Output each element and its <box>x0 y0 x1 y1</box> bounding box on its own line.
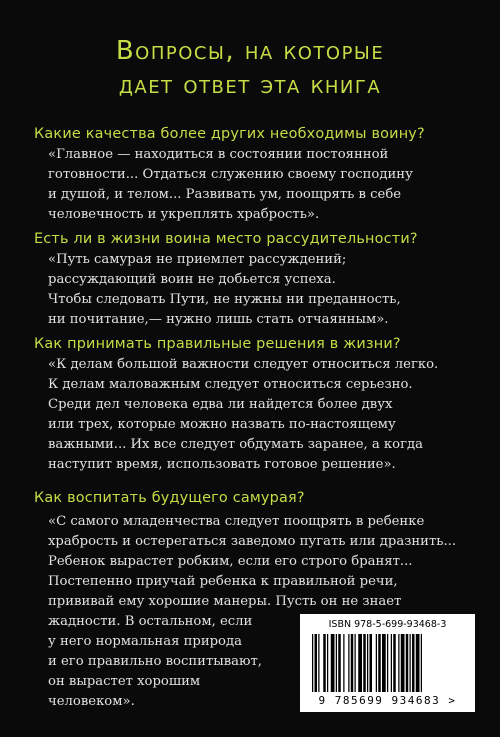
isbn-barcode <box>300 614 475 712</box>
answer-line: «С самого младенчества следует поощрять в ребенке <box>48 514 425 529</box>
question-3: Как принимать правильные решения в жизни? <box>34 336 401 352</box>
answer-line: К делам маловажным следует относиться серьезно. <box>48 377 413 392</box>
answer-line: или трех, которые можно назвать по-настоящему <box>48 417 396 432</box>
answer-line: «Главное — находиться в состоянии постоянной <box>48 147 389 162</box>
barcode-bars <box>310 634 465 692</box>
answer-line: человечность и укреплять храбрость». <box>48 207 320 222</box>
isbn-label: ISBN 978-5-699-93468-3 <box>328 619 447 630</box>
cover-title-line-1: Вопросы, на которые <box>115 36 385 66</box>
answer-1 <box>48 145 413 225</box>
cover-title-line-2: дает ответ эта книга <box>118 70 382 100</box>
answer-line: у него нормальная природа <box>48 634 242 649</box>
answer-line: ни почитание,— нужно лишь стать отчаянным». <box>48 312 389 327</box>
answer-line: готовности... Отдаться служению своему господину <box>48 167 413 182</box>
question-1: Какие качества более других необходимы воину? <box>34 126 425 142</box>
answer-line: Постепенно приучай ребенка к правильной речи, <box>48 574 398 589</box>
answer-line: он вырастет хорошим <box>48 674 201 689</box>
answer-line: человеком». <box>48 694 135 709</box>
answer-line: рассуждающий воин не добьется успеха. <box>48 272 336 287</box>
answer-line: Среди дел человека едва ли найдется более двух <box>48 397 393 412</box>
answer-line: и душой, и телом... Развивать ум, поощрять в себе <box>48 187 402 202</box>
answer-line: храбрость и остерегаться заведомо пугать или дразнить... <box>48 534 457 549</box>
answer-line: прививай ему хорошие манеры. Пусть он не знает <box>48 594 402 609</box>
answer-line: важными... Их все следует обдумать заранее, а когда <box>48 437 424 452</box>
answer-line: жадности. В остальном, если <box>48 614 253 629</box>
question-4: Как воспитать будущего самурая? <box>34 490 305 506</box>
answer-line: «К делам большой важности следует относиться легко. <box>48 357 439 372</box>
answer-line: наступит время, использовать готовое решение». <box>48 457 396 472</box>
barcode-digits: 9 785699 934683 > <box>318 694 457 707</box>
cover-title <box>20 34 480 102</box>
answer-line: «Путь самурая не приемлет рассуждений; <box>48 252 347 267</box>
answer-2 <box>48 250 401 330</box>
answer-line: Ребенок вырастет робким, если его строго бранят... <box>48 554 413 569</box>
answer-line: и его правильно воспитывают, <box>48 654 262 669</box>
answer-line: Чтобы следовать Пути, не нужны ни преданность, <box>48 292 401 307</box>
answer-3 <box>48 355 438 475</box>
question-2: Есть ли в жизни воина место рассудительности? <box>34 231 418 247</box>
